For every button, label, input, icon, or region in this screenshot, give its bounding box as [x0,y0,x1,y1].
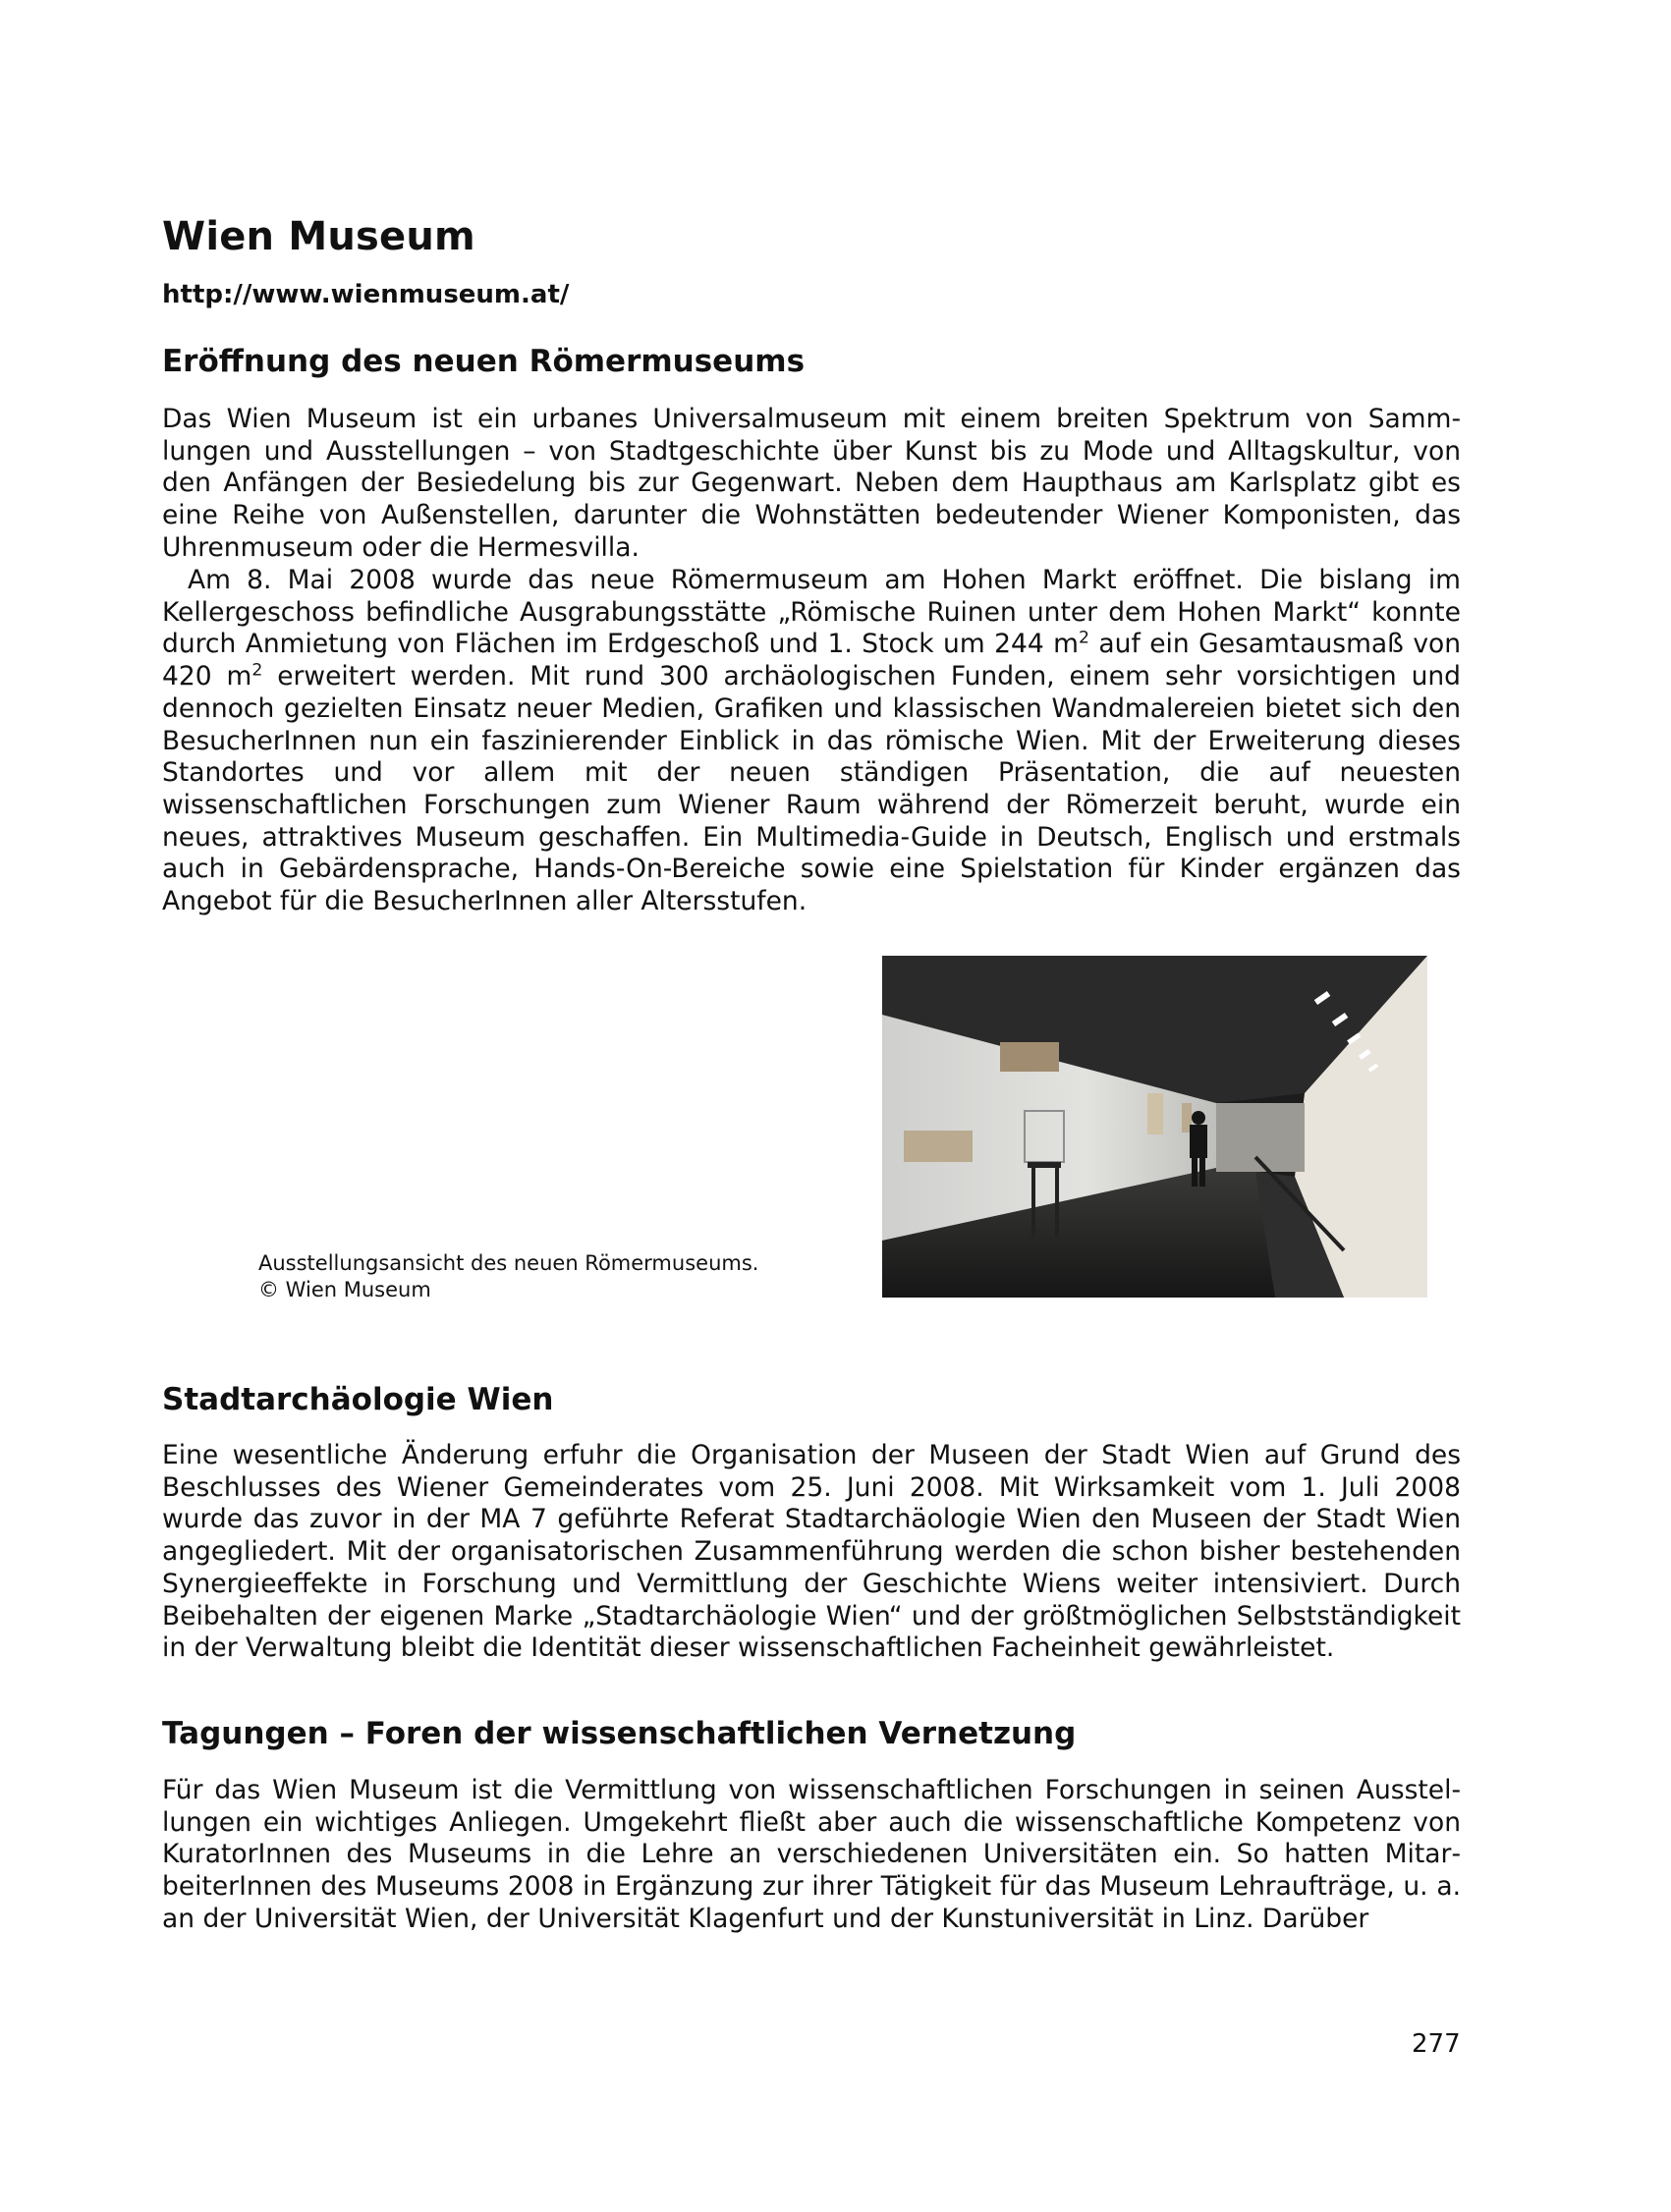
caption-copyright: © Wien Museum [258,1278,431,1301]
section-heading-tagungen: Tagungen – Foren der wissenschaftlichen Vernetzung [162,1716,1077,1751]
paragraph-text-part: erweitert werden. Mit rund 300 archäologischen Funden, einem sehr vorsichtigen und dennoch gezielten Einsatz neuer Medien, Grafiken und klassischen Wandmalereien bietet sich den BesucherInnen nun ein faszinierender Einblick in das römische Wien. Mit der Erweiterung dieses Standortes und vor allem mit der neuen ständigen Präsentation, die auf neuesten wissenschaftlichen Forschungen zum Wiener Raum während der Römerzeit beruht, wurde ein neues, attraktives Museum geschaffen. Ein Multimedia-Guide in Deutsch, Englisch und erstmals auch in Gebärdensprache, Hands-On-Bereiche sowie eine Spielstation für Kinder ergänzen das Angebot für die BesucherInnen aller Altersstufen. [162,661,1461,917]
exhibition-photo [882,956,1427,1298]
paragraph-intro: Das Wien Museum ist ein urbanes Universalmuseum mit einem breiten Spektrum von Sammlungen und Ausstellungen – von Stadtgeschichte über Kunst bis zu Mode und Alltagskultur, von den Anfängen der Besiedelung bis zur Gegenwart. Neben dem Haupthaus am Karlsplatz gibt es eine Reihe von Außenstellen, darunter die Wohnstätten bedeutender Wiener Komponisten, das Uhrenmuseum oder die Hermesvilla. [162,404,1461,563]
paragraph-stadtarchaeologie: Eine wesentliche Änderung erfuhr die Organisation der Museen der Stadt Wien auf Grund des Beschlusses des Wiener Gemeinderates vom 25. Juni 2008. Mit Wirksamkeit vom 1. Juli 2008 wurde das zuvor in der MA 7 geführte Referat Stadtarchäologie Wien den Museen der Stadt Wien angegliedert. Mit der organisatorischen Zusammenführung werden die schon bisher bestehenden Synergieeffekte in Forschung und Vermittlung der Geschichte Wiens weiter intensiviert. Durch Beibehalten der eigenen Marke „Stadtarchäologie Wien“ und der größtmöglichen Selbstständigkeit in der Verwaltung bleibt die Identität dieser wissenschaftlichen Facheinheit gewährleistet. [162,1440,1461,1664]
caption-line: Ausstellungsansicht des neuen Römermuseums. [258,1251,759,1275]
exhibition-photo-illustration [882,956,1427,1298]
superscript: 2 [251,660,263,681]
paragraph-tagungen: Für das Wien Museum ist die Vermittlung von wissenschaftlichen Forschungen in seinen Ausstellungen ein wichtiges Anliegen. Umgekehrt fließt aber auch die wissenschaftliche Kompetenz von KuratorInnen des Museums in die Lehre an verschiedenen Universitäten ein. So hatten MitarbeiterInnen des Museums 2008 in Ergänzung zur ihrer Tätigkeit für das Museum Lehraufträge, u. a. an der Universität Wien, der Universität Klagenfurt und der Kunstuniversität in Linz. Darüber [162,1775,1461,1934]
figure-caption [258,1250,758,1303]
paragraph-text-part: auf ein Gesamtausmaß von 420 m [162,629,1462,692]
superscript: 2 [1079,628,1089,648]
section-heading-roemermuseum: Eröffnung des neuen Römermuseums [162,344,806,379]
paragraph-text-part: Am 8. Mai 2008 wurde das neue Römermuseum am Hohen Markt eröffnet. Die bislang im Kellergeschoss befindliche Ausgrabungsstätte „Römische Ruinen unter dem Hohen Markt“ konnte durch Anmietung von Flächen im Erdgeschoß und 1. Stock um 244 m [162,565,1461,660]
page-title: Wien Museum [162,214,475,259]
section-heading-stadtarchaeologie: Stadtarchäologie Wien [162,1382,554,1417]
paragraph-roemermuseum [162,565,1461,918]
page-number: 277 [1412,2029,1461,2059]
website-url: http://www.wienmuseum.at/ [162,280,570,309]
